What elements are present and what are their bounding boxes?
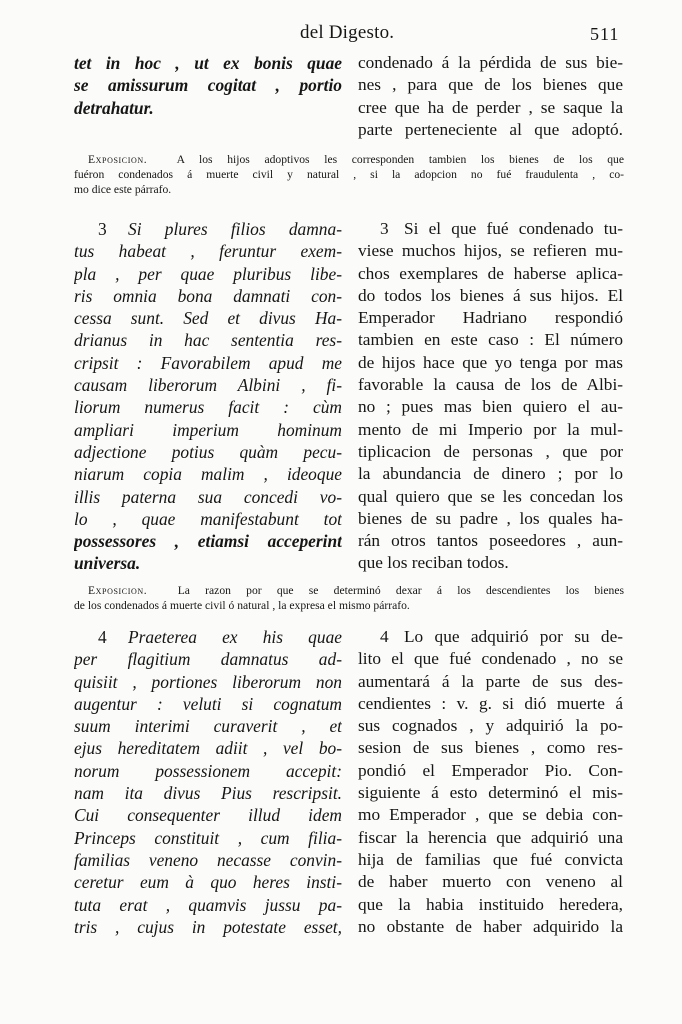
spanish-line: no obstante de haber adquirido la <box>358 916 623 936</box>
exposicion-text: fuéron condenados á muerte civil y natural , si la adopcion no fué fraudulenta , co- <box>74 168 624 181</box>
latin-column <box>74 52 342 119</box>
exposicion-text: La razon por que se determinó dexar á los descendientes los bienes <box>177 584 624 597</box>
spanish-line: de haber muerto con veneno al <box>358 872 623 892</box>
latin-line: lo , quae manifestabunt tot <box>74 508 342 529</box>
latin-line: niarum copia malim , ideoque <box>74 464 342 485</box>
spanish-line: siguiente á esto determinó el mis- <box>358 783 623 803</box>
latin-line: se amissurum cogitat , portio <box>74 75 342 96</box>
spanish-line: condenado á la pérdida de sus bie- <box>358 53 623 72</box>
latin-line: augentur : veluti si cognatum <box>74 693 342 714</box>
spanish-line: sesion de sus bienes , como res- <box>358 738 623 758</box>
spanish-line: do todos los bienes á sus hijos. El <box>358 285 623 305</box>
latin-line: norum possessionem accepit: <box>74 760 342 781</box>
latin-line: causam liberorum Albini , fi- <box>74 375 342 396</box>
latin-column <box>74 626 342 938</box>
spanish-line: parte perteneciente al que adoptó. <box>358 119 623 139</box>
spanish-line: Lo que adquirió por su de- <box>404 627 623 646</box>
spanish-line: chos exemplares de haberse aplica- <box>358 263 623 283</box>
latin-line: drianus in hac sententia res- <box>74 330 342 351</box>
latin-line: ejus hereditatem adiit , vel bo- <box>74 738 342 759</box>
latin-line: Princeps constituit , cum filia- <box>74 827 342 848</box>
latin-line: tris , cujus in potestate esset, <box>74 916 342 937</box>
spanish-line: Si el que fué condenado tu- <box>404 219 623 238</box>
latin-line: Cui consequenter illud idem <box>74 805 342 826</box>
latin-line: illis paterna sua concedi vo- <box>74 486 342 507</box>
latin-line: nam ita divus Pius rescripsit. <box>74 783 342 804</box>
spanish-line: que los reciban todos. <box>358 553 509 573</box>
latin-line: per flagitium damnatus ad- <box>74 649 342 670</box>
spanish-line: la abundancia de dinero ; por lo <box>358 464 623 484</box>
latin-line: ampliari imperium hominum <box>74 419 342 440</box>
spanish-line: favorable la causa de los de Albi- <box>358 375 623 395</box>
latin-column <box>74 218 342 575</box>
spanish-line: de hijos hace que yo tenga por mas <box>358 352 623 372</box>
spanish-line: rán otros tantos poseedores , aun- <box>358 531 623 551</box>
spanish-line: nes , para que de los bienes que <box>358 75 623 95</box>
latin-line: tuta erat , quamvis jussu pa- <box>74 894 342 915</box>
spanish-line: lito el que fué condenado , no se <box>358 649 623 669</box>
latin-line: familias veneno necasse convin- <box>74 849 342 870</box>
exposicion-text: de los condenados á muerte civil ó natural , la expresa el mismo párrafo. <box>74 599 410 612</box>
spanish-line: cree que ha de perder , se saque la <box>358 97 623 117</box>
exposicion-text: A los hijos adoptivos les corresponden tambien los bienes de los que <box>176 153 624 166</box>
spanish-line: tiplicacion de personas , que por <box>358 441 623 461</box>
exposicion-note <box>74 152 624 197</box>
exposicion-label: Exposicion. <box>88 584 148 597</box>
spanish-line: pondió el Emperador Pio. Con- <box>358 760 623 780</box>
spanish-column <box>358 218 623 575</box>
spanish-column <box>358 52 623 141</box>
latin-line: Praeterea ex his quae <box>128 627 342 647</box>
latin-line: ceretur eum à quo heres insti- <box>74 872 342 893</box>
exposicion-note <box>74 583 624 613</box>
spanish-line: tambien en este caso : El número <box>358 330 623 350</box>
exposicion-text: mo dice este párrafo. <box>74 183 172 196</box>
latin-line: tet in hoc , ut ex bonis quae <box>74 53 342 73</box>
page-number: 511 <box>590 24 620 44</box>
spanish-line: Emperador Hadriano respondió <box>358 308 623 328</box>
paragraph-number: 3 <box>380 219 389 238</box>
exposicion-label: Exposicion. <box>88 153 148 166</box>
latin-line: detrahatur. <box>74 97 154 118</box>
spanish-line: sus cognados , y adquirió la po- <box>358 716 623 736</box>
spanish-line: hija de familias que fué convicta <box>358 849 623 869</box>
latin-line: liorum numerus facit : cùm <box>74 397 342 418</box>
latin-line: quisiit , portiones liberorum non <box>74 671 342 692</box>
latin-line: ris omnia bona damnati con- <box>74 285 342 306</box>
latin-line: cripsit : Favorabilem apud me <box>74 352 342 373</box>
latin-line: cessa sunt. Sed et divus Ha- <box>74 308 342 329</box>
spanish-line: viese muchos hijos, se refieren mu- <box>358 241 623 261</box>
page-header <box>0 22 682 52</box>
spanish-line: mento de mi Imperio por la mul- <box>358 419 623 439</box>
spanish-line: mo Emperador , que se debia con- <box>358 805 623 825</box>
latin-line: suum interimi curaverit , et <box>74 716 342 737</box>
spanish-line: cendientes : v. g. si dió muerte á <box>358 693 623 713</box>
spanish-line: que la habia instituido heredera, <box>358 894 623 914</box>
latin-line: universa. <box>74 553 141 574</box>
latin-line: adjectione potius quàm pecu- <box>74 441 342 462</box>
paragraph-number: 3 <box>98 219 107 239</box>
latin-line: pla , per quae pluribus libe- <box>74 263 342 284</box>
latin-line: Si plures filios damna- <box>128 219 342 239</box>
running-title: del Digesto. <box>300 22 395 43</box>
paragraph-number: 4 <box>98 627 107 647</box>
spanish-line: fiscar la herencia que adquirió una <box>358 827 623 847</box>
spanish-line: no ; pues mas bien quiero el au- <box>358 397 623 417</box>
latin-line: tus habeat , feruntur exem- <box>74 241 342 262</box>
spanish-line: aumentará á la parte de sus des- <box>358 671 623 691</box>
spanish-line: bienes de su padre , los quales ha- <box>358 508 623 528</box>
paragraph-number: 4 <box>380 627 389 646</box>
spanish-column <box>358 626 623 938</box>
latin-line: possessores , etiamsi acceperint <box>74 531 342 552</box>
spanish-line: qual quiero que se les concedan los <box>358 486 623 506</box>
